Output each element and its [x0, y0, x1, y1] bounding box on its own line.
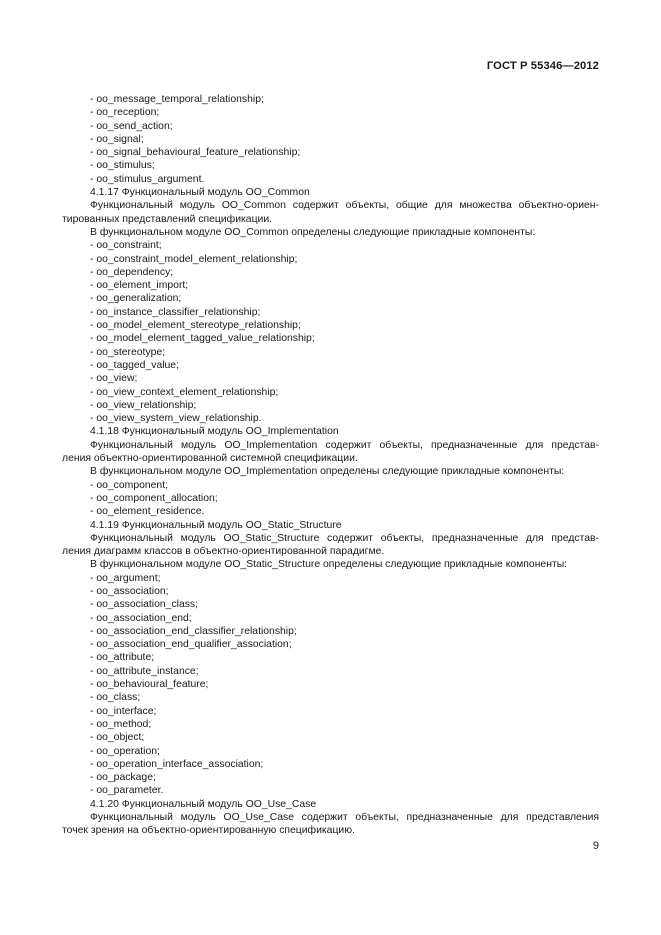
- list-item: - oo_component;: [90, 479, 168, 491]
- list-item: - oo_interface;: [90, 705, 157, 717]
- paragraph-line: В функциональном модуле OO_Static_Structure определены следующие прикладные компоненты:: [90, 559, 568, 571]
- list-item: - oo_signal;: [90, 133, 144, 145]
- list-item: - oo_association_end_qualifier_association;: [90, 639, 292, 651]
- list-item: - oo_element_residence.: [90, 506, 205, 518]
- list-item: - oo_association;: [90, 585, 169, 597]
- list-item: - oo_class;: [90, 692, 141, 704]
- list-item: - oo_element_import;: [90, 280, 189, 292]
- paragraph-line: Функциональный модуль OO_Implementation содержит объекты, предназначенные для представ-: [90, 439, 599, 451]
- list-item: - oo_association_end_classifier_relationship;: [90, 625, 297, 637]
- list-item: - oo_operation;: [90, 745, 160, 757]
- list-item: - oo_method;: [90, 718, 152, 730]
- list-item: - oo_generalization;: [90, 293, 182, 305]
- document-header: ГОСТ Р 55346—2012: [486, 60, 599, 72]
- list-item: - oo_send_action;: [90, 120, 173, 132]
- list-item: - oo_signal_behavioural_feature_relationship;: [90, 147, 301, 159]
- list-item: - oo_object;: [90, 732, 145, 744]
- paragraph-line: Функциональный модуль OO_Static_Structure содержит объекты, предназначенные для представ-: [90, 532, 599, 544]
- list-item: - oo_constraint_model_element_relationship;: [90, 253, 298, 265]
- paragraph-line: тированных представлений спецификации.: [62, 213, 273, 225]
- list-item: - oo_attribute_instance;: [90, 665, 199, 677]
- list-item: - oo_stimulus;: [90, 160, 155, 172]
- list-item: - oo_attribute;: [90, 652, 155, 664]
- list-item: - oo_instance_classifier_relationship;: [90, 306, 261, 318]
- section-heading: 4.1.19 Функциональный модуль OO_Static_Structure: [90, 519, 342, 531]
- list-item: - oo_component_allocation;: [90, 492, 218, 504]
- section-heading: 4.1.18 Функциональный модуль OO_Implementation: [90, 426, 339, 438]
- list-item: - oo_tagged_value;: [90, 359, 179, 371]
- list-item: - oo_package;: [90, 772, 156, 784]
- list-item: - oo_operation_interface_association;: [90, 758, 264, 770]
- list-item: - oo_view_system_view_relationship.: [90, 413, 262, 425]
- paragraph-line: В функциональном модуле OO_Implementation определены следующие прикладные компоненты:: [90, 466, 565, 478]
- paragraph-line: точек зрения на объектно-ориентированную спецификацию.: [62, 825, 355, 837]
- paragraph-line: Функциональный модуль OO_Use_Case содержит объекты, предназначенные для представления: [90, 812, 599, 824]
- list-item: - oo_reception;: [90, 107, 160, 119]
- list-item: - oo_association_class;: [90, 599, 199, 611]
- paragraph-line: ления объектно-ориентированной системной спецификации.: [62, 453, 358, 465]
- paragraph-line: Функциональный модуль OO_Common содержит объекты, общие для множества объектно-ориен-: [90, 200, 599, 212]
- list-item: - oo_stimulus_argument.: [90, 173, 205, 185]
- list-item: - oo_stereotype;: [90, 346, 166, 358]
- section-heading: 4.1.17 Функциональный модуль OO_Common: [90, 187, 310, 199]
- list-item: - oo_association_end;: [90, 612, 192, 624]
- list-item: - oo_message_temporal_relationship;: [90, 94, 264, 105]
- list-item: - oo_parameter.: [90, 785, 164, 797]
- page-number: 9: [592, 840, 599, 852]
- document-body: [62, 93, 599, 838]
- list-item: - oo_model_element_tagged_value_relationship;: [90, 333, 315, 345]
- list-item: - oo_view_relationship;: [90, 399, 197, 411]
- paragraph-line: В функциональном модуле OO_Common определены следующие прикладные компоненты:: [90, 226, 536, 238]
- list-item: - oo_constraint;: [90, 240, 162, 252]
- list-item: - oo_view_context_element_relationship;: [90, 386, 279, 398]
- list-item: - oo_dependency;: [90, 266, 174, 278]
- list-item: - oo_behavioural_feature;: [90, 679, 209, 691]
- list-item: - oo_model_element_stereotype_relationship;: [90, 320, 301, 332]
- paragraph-line: ления диаграмм классов в объектно-ориентированной парадигме.: [62, 546, 385, 558]
- list-item: - oo_view;: [90, 373, 138, 385]
- list-item: - oo_argument;: [90, 572, 161, 584]
- section-heading: 4.1.20 Функциональный модуль OO_Use_Case: [90, 798, 317, 810]
